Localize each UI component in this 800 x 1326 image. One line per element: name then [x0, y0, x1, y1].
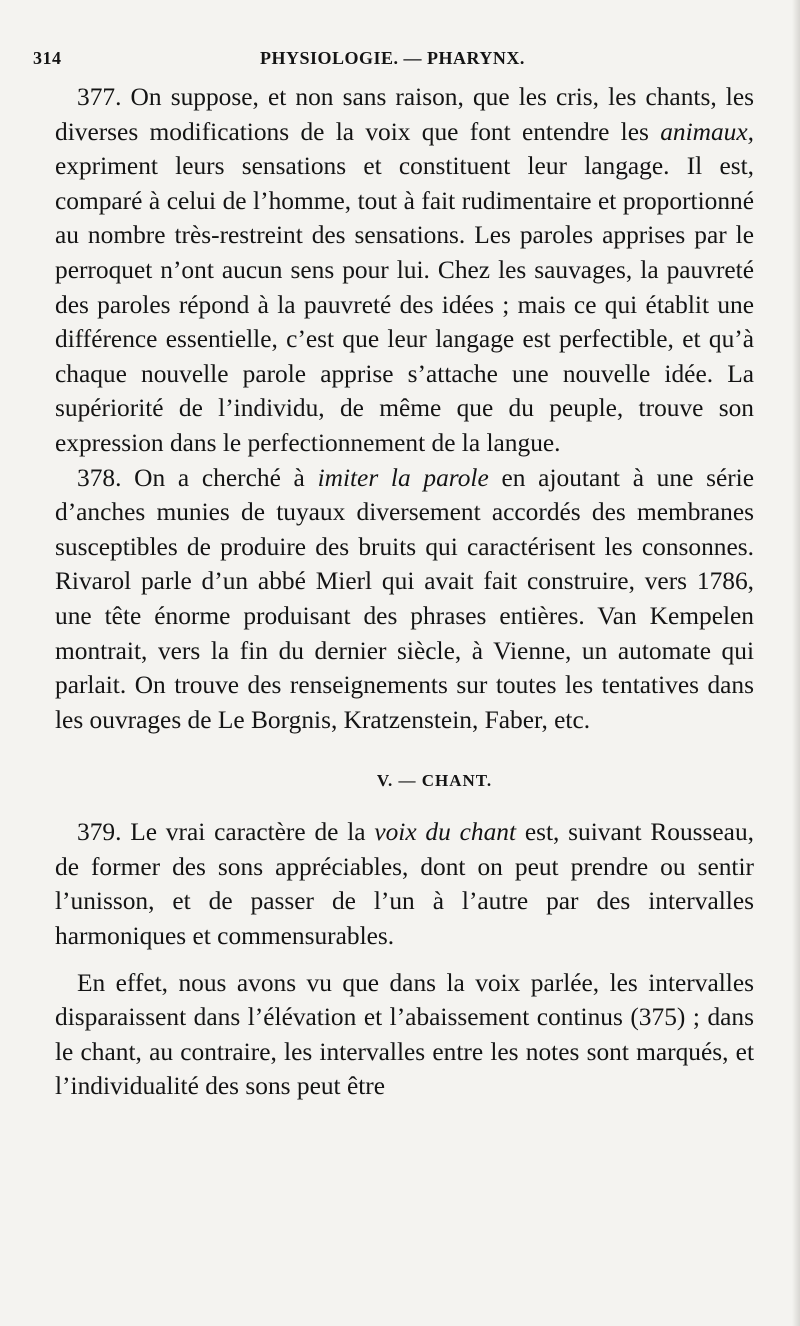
paragraph-379 [55, 815, 754, 953]
paragraph-number: 377. [77, 83, 122, 111]
paragraph-text: est, suivant Rousseau, de former des sons appréciables, dont on peut prendre ou sentir l’unisson, et de passer de l’un à l’autre par des intervalles harmoniques et commensurables. [55, 818, 754, 951]
section-heading: V. — CHANT. [376, 771, 493, 791]
paragraph-text: en ajoutant à une série d’anches munies de tuyaux diversement accordés des membranes susceptibles de produire des bruits qui caractérisent les consonnes. Rivarol parle d’un abbé Mierl qui avait fait construire, vers 1786, une tête énorme produisant des phrases entières. Van Kempelen montrait, vers la fin du dernier siècle, à Vienne, un automate qui parlait. On trouve des renseignements sur toutes les tentatives dans les ouvrages de Le Borgnis, Kratzenstein, Faber, etc. [55, 463, 754, 734]
paragraph-text: En effet, nous avons vu que dans la voix parlée, les intervalles disparaissent dans l’élévation et l’abaissement continus (375) ; dans le chant, au contraire, les intervalles entre les notes sont marqués, et l’individualité des sons peut être [55, 968, 754, 1101]
paragraph-text: expriment leurs sensations et constituent leur langage. Il est, comparé à celui de l’homme, tout à fait rudimentaire et proportionné au nombre très-restreint des sensations. Les paroles apprises par le perroquet n’ont aucun sens pour lui. Chez les sauvages, la pauvreté des paroles répond à la pauvreté des idées ; mais ce qui établit une différence essentielle, c’est que leur langage est perfectible, et qu’à chaque nouvelle parole apprise s’attache une nouvelle idée. La supériorité de l’individu, de même que du peuple, trouve son expression dans le perfectionnement de la langue. [55, 152, 754, 457]
running-head [33, 40, 754, 80]
running-title: PHYSIOLOGIE. — PHARYNX. [260, 48, 525, 68]
paragraph-378 [55, 461, 754, 738]
paragraph-number: 379. [77, 818, 122, 847]
paragraph-text: Le vrai caractère de la [121, 818, 375, 847]
italic-term: voix du chant [374, 818, 517, 847]
paragraph-377 [55, 80, 754, 461]
page-number: 314 [33, 48, 62, 68]
italic-term: imiter la parole [317, 463, 489, 492]
italic-term: animaux, [660, 117, 754, 146]
paragraph-en-effet [55, 966, 754, 1104]
paragraph-text: On a cherché à [121, 463, 318, 492]
paragraph-text: On suppose, et non sans raison, que les cris, les chants, les diverses modifications de la voix que font entendre les [55, 83, 754, 146]
paragraph-number: 378. [77, 463, 122, 492]
